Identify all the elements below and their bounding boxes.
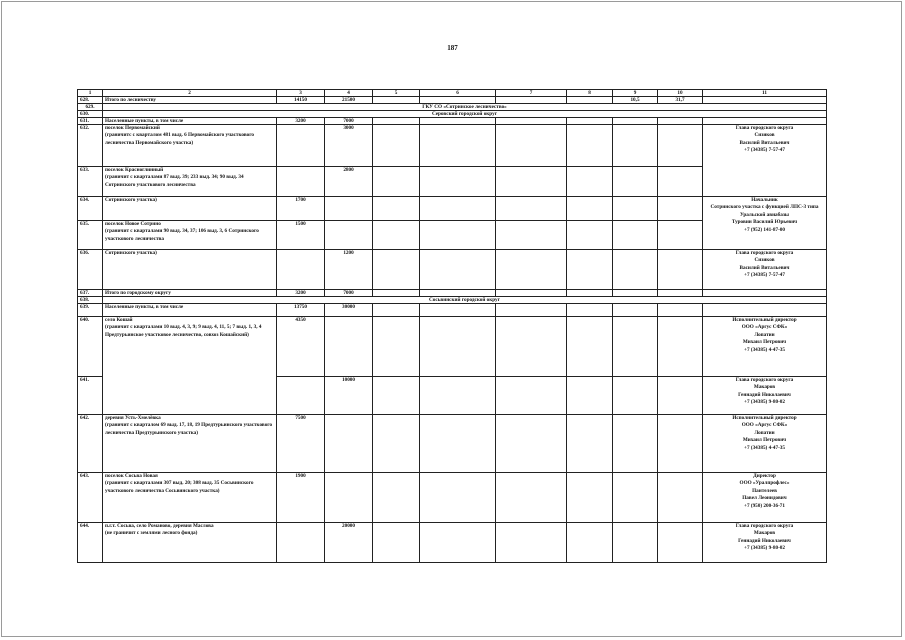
cell-empty xyxy=(567,221,613,250)
cell-col4: 30000 xyxy=(325,304,373,317)
row-name: п.г.т. Сосьва, село Романово, деревня Маслова (не граничит с землями лесного фонда) xyxy=(103,523,277,563)
cell-empty xyxy=(373,197,420,221)
column-header: 8 xyxy=(567,90,613,97)
cell-empty xyxy=(373,97,420,104)
cell-col4: 1200 xyxy=(325,250,373,290)
cell-empty xyxy=(325,197,373,221)
row-name: Итого по городскому округу xyxy=(103,290,277,297)
cell-empty xyxy=(373,377,420,415)
row-number: 630. xyxy=(78,111,103,118)
row-name: Сотринского участка) xyxy=(103,197,277,221)
cell-empty xyxy=(325,317,373,377)
table-row xyxy=(78,317,827,377)
cell-empty xyxy=(420,523,496,563)
cell-empty xyxy=(496,473,567,523)
row-number: 632. xyxy=(78,125,103,167)
cell-empty xyxy=(496,97,567,104)
table-row xyxy=(78,125,827,167)
column-header: 10 xyxy=(658,90,703,97)
responsible-contact: Директор ООО «Уралпрофлес» Пантелеев Павел Леонидович +7 (950) 200-36-71 xyxy=(703,473,827,523)
row-name: Населенные пункты, в том числе xyxy=(103,304,277,317)
table-row xyxy=(78,304,827,317)
cell-empty xyxy=(420,118,496,125)
row-name: поселок Красноглинный (граничит с кварталами 87 выд. 39; 233 выд. 34; 90 выд. 34 Сотринского участкового лесничества xyxy=(103,167,277,197)
responsible-contact: Глава городского округа Сизиков Василий Витальевич +7 (34385) 7-57-47 xyxy=(703,250,827,290)
cell-empty xyxy=(658,221,703,250)
cell-empty xyxy=(420,97,496,104)
cell-col4: 7000 xyxy=(325,290,373,297)
cell-empty xyxy=(496,250,567,290)
cell-col9: 10,5 xyxy=(613,97,658,104)
cell-empty xyxy=(325,473,373,523)
row-number: 629. xyxy=(78,104,103,111)
cell-empty xyxy=(613,125,658,167)
cell-col3: 3200 xyxy=(277,118,325,125)
cell-empty xyxy=(567,523,613,563)
cell-empty xyxy=(373,523,420,563)
cell-empty xyxy=(567,197,613,221)
section-row xyxy=(78,104,827,111)
cell-empty xyxy=(420,221,496,250)
cell-empty xyxy=(420,473,496,523)
row-name: поселок Новое Сотрино (граничит с кварталами 90 выд. 34, 37; 106 выд. 3, 6 Сотринского участкового лесничества xyxy=(103,221,277,250)
cell-empty xyxy=(496,415,567,473)
cell-empty xyxy=(420,197,496,221)
cell-empty xyxy=(496,304,567,317)
row-number: 631. xyxy=(78,118,103,125)
cell-empty xyxy=(373,167,420,197)
cell-empty xyxy=(658,167,703,197)
responsible-contact: Начальник Сотринского участка с функцией ЛПС-3 типа Уральской авиабазы Туровин Василий Юрьевич +7 (952) 141-87-00 xyxy=(703,197,827,250)
row-name: деревня Усть-Хмелёвка (граничит с кварталом 69 выд. 17, 18, 19 Предтурьинского участкового лесничества Предтурьинского участка) xyxy=(103,415,277,473)
cell-empty xyxy=(567,250,613,290)
responsible-contact: Глава городского округа Макаров Геннадий Николаевич +7 (34385) 9-80-02 xyxy=(703,523,827,563)
column-header: 1 xyxy=(78,90,103,97)
table-row xyxy=(78,290,827,297)
column-number-row xyxy=(78,90,827,97)
cell-col3: 1700 xyxy=(277,197,325,221)
cell-empty xyxy=(373,118,420,125)
cell-col4: 21500 xyxy=(325,97,373,104)
cell-empty xyxy=(373,221,420,250)
cell-empty xyxy=(658,125,703,167)
cell-empty xyxy=(496,221,567,250)
cell-empty xyxy=(658,523,703,563)
cell-empty xyxy=(567,167,613,197)
cell-empty xyxy=(567,415,613,473)
cell-empty xyxy=(373,415,420,473)
cell-empty xyxy=(420,415,496,473)
forest-register-table xyxy=(77,89,827,563)
cell-empty xyxy=(658,473,703,523)
cell-empty xyxy=(496,167,567,197)
row-number: 635. xyxy=(78,221,103,250)
row-name: Сотринского участка) xyxy=(103,250,277,290)
cell-empty xyxy=(277,523,325,563)
row-number: 639. xyxy=(78,304,103,317)
cell-empty xyxy=(613,317,658,377)
cell-col3: 3200 xyxy=(277,290,325,297)
row-number: 638. xyxy=(78,297,103,304)
cell-empty xyxy=(613,250,658,290)
column-header: 2 xyxy=(103,90,277,97)
cell-empty xyxy=(567,290,613,297)
cell-empty xyxy=(373,125,420,167)
cell-empty xyxy=(658,118,703,125)
cell-empty xyxy=(277,377,325,415)
cell-col3: 13750 xyxy=(277,304,325,317)
section-title: Сосьвинский городской округ xyxy=(103,297,827,304)
responsible-contact: Глава городского округа Сизиков Василий Витальевич +7 (34385) 7-57-47 xyxy=(703,125,827,197)
cell-empty xyxy=(658,304,703,317)
cell-empty xyxy=(496,118,567,125)
cell-empty xyxy=(373,250,420,290)
column-header: 11 xyxy=(703,90,827,97)
cell-empty xyxy=(658,197,703,221)
cell-empty xyxy=(496,125,567,167)
cell-col4: 7000 xyxy=(325,118,373,125)
cell-empty xyxy=(373,473,420,523)
cell-empty xyxy=(420,167,496,197)
section-title: Серовский городской округ xyxy=(103,111,827,118)
cell-empty xyxy=(567,125,613,167)
cell-empty xyxy=(496,317,567,377)
cell-col3: 1900 xyxy=(277,473,325,523)
row-number: 641. xyxy=(78,377,103,415)
column-header: 5 xyxy=(373,90,420,97)
row-number: 637. xyxy=(78,290,103,297)
cell-empty xyxy=(703,118,827,125)
cell-col4: 10000 xyxy=(325,377,373,415)
row-number: 634. xyxy=(78,197,103,221)
section-row xyxy=(78,297,827,304)
column-header: 4 xyxy=(325,90,373,97)
cell-empty xyxy=(658,377,703,415)
table-row xyxy=(78,250,827,290)
cell-empty xyxy=(703,290,827,297)
column-header: 9 xyxy=(613,90,658,97)
cell-empty xyxy=(613,197,658,221)
cell-empty xyxy=(613,415,658,473)
cell-empty xyxy=(613,290,658,297)
cell-empty xyxy=(658,290,703,297)
cell-empty xyxy=(420,125,496,167)
table-row xyxy=(78,97,827,104)
column-header: 6 xyxy=(420,90,496,97)
cell-empty xyxy=(613,221,658,250)
row-number: 643. xyxy=(78,473,103,523)
cell-empty xyxy=(613,304,658,317)
cell-empty xyxy=(496,523,567,563)
row-name: село Кошай (граничит с кварталами 10 выд. 4, 3, 9; 9 выд. 4, 11, 5; 7 выд. 1, 3, 4 Предтурьинское участковое лесничество, совхоз Кошайский) xyxy=(103,317,277,415)
cell-empty xyxy=(613,473,658,523)
cell-empty xyxy=(567,118,613,125)
row-number: 628. xyxy=(78,97,103,104)
row-name: Итого по лесничеству xyxy=(103,97,277,104)
section-row xyxy=(78,111,827,118)
cell-empty xyxy=(567,377,613,415)
cell-col4: 20000 xyxy=(325,523,373,563)
cell-empty xyxy=(373,317,420,377)
cell-empty xyxy=(567,97,613,104)
cell-empty xyxy=(325,221,373,250)
cell-empty xyxy=(613,523,658,563)
column-header: 7 xyxy=(496,90,567,97)
cell-empty xyxy=(373,304,420,317)
cell-empty xyxy=(567,473,613,523)
cell-empty xyxy=(496,197,567,221)
table-row xyxy=(78,118,827,125)
row-number: 644. xyxy=(78,523,103,563)
cell-col3: 1500 xyxy=(277,221,325,250)
cell-col3: 4350 xyxy=(277,317,325,377)
cell-empty xyxy=(613,118,658,125)
cell-empty xyxy=(658,250,703,290)
cell-empty xyxy=(613,167,658,197)
cell-empty xyxy=(420,304,496,317)
row-number: 642. xyxy=(78,415,103,473)
row-name: Населенные пункты, в том числе xyxy=(103,118,277,125)
responsible-contact: Исполнительный директор ООО «Аргус СФК» Лопатин Михаил Петрович +7 (34385) 4-47-35 xyxy=(703,415,827,473)
page-number: 187 xyxy=(447,44,458,52)
cell-empty xyxy=(567,304,613,317)
cell-empty xyxy=(277,167,325,197)
table-row xyxy=(78,415,827,473)
cell-empty xyxy=(420,290,496,297)
row-number: 640. xyxy=(78,317,103,377)
cell-empty xyxy=(658,415,703,473)
row-number: 633. xyxy=(78,167,103,197)
cell-empty xyxy=(277,125,325,167)
cell-empty xyxy=(373,290,420,297)
cell-col4: 2800 xyxy=(325,167,373,197)
column-header: 3 xyxy=(277,90,325,97)
responsible-contact: Глава городского округа Макаров Геннадий Николаевич +7 (34385) 9-80-02 xyxy=(703,377,827,415)
cell-col3: 14150 xyxy=(277,97,325,104)
cell-empty xyxy=(613,377,658,415)
cell-empty xyxy=(420,250,496,290)
cell-empty xyxy=(567,317,613,377)
row-name: поселок Сосьва Новая (граничит с кварталами 307 выд. 20; 308 выд. 35 Сосьвинского участкового лесничества Сосьвинского участка) xyxy=(103,473,277,523)
cell-empty xyxy=(658,317,703,377)
cell-empty xyxy=(325,415,373,473)
row-number: 636. xyxy=(78,250,103,290)
cell-empty xyxy=(703,97,827,104)
cell-empty xyxy=(420,377,496,415)
table-row xyxy=(78,523,827,563)
cell-empty xyxy=(277,250,325,290)
cell-col4: 3000 xyxy=(325,125,373,167)
section-title: ГКУ СО «Сотринское лесничество» xyxy=(103,104,827,111)
cell-col10: 31,7 xyxy=(658,97,703,104)
row-name: поселок Первомайский (граничитс с кварталом 481 выд. 6 Первомайского участкового лесничества Первомайского участка) xyxy=(103,125,277,167)
responsible-contact: Исполнительный директор ООО «Аргус СФК» Лопатин Михаил Петрович +7 (34385) 4-47-35 xyxy=(703,317,827,377)
cell-empty xyxy=(496,377,567,415)
cell-empty xyxy=(496,290,567,297)
cell-empty xyxy=(703,304,827,317)
table-row xyxy=(78,197,827,221)
table-row xyxy=(78,473,827,523)
cell-empty xyxy=(420,317,496,377)
cell-col3: 7500 xyxy=(277,415,325,473)
